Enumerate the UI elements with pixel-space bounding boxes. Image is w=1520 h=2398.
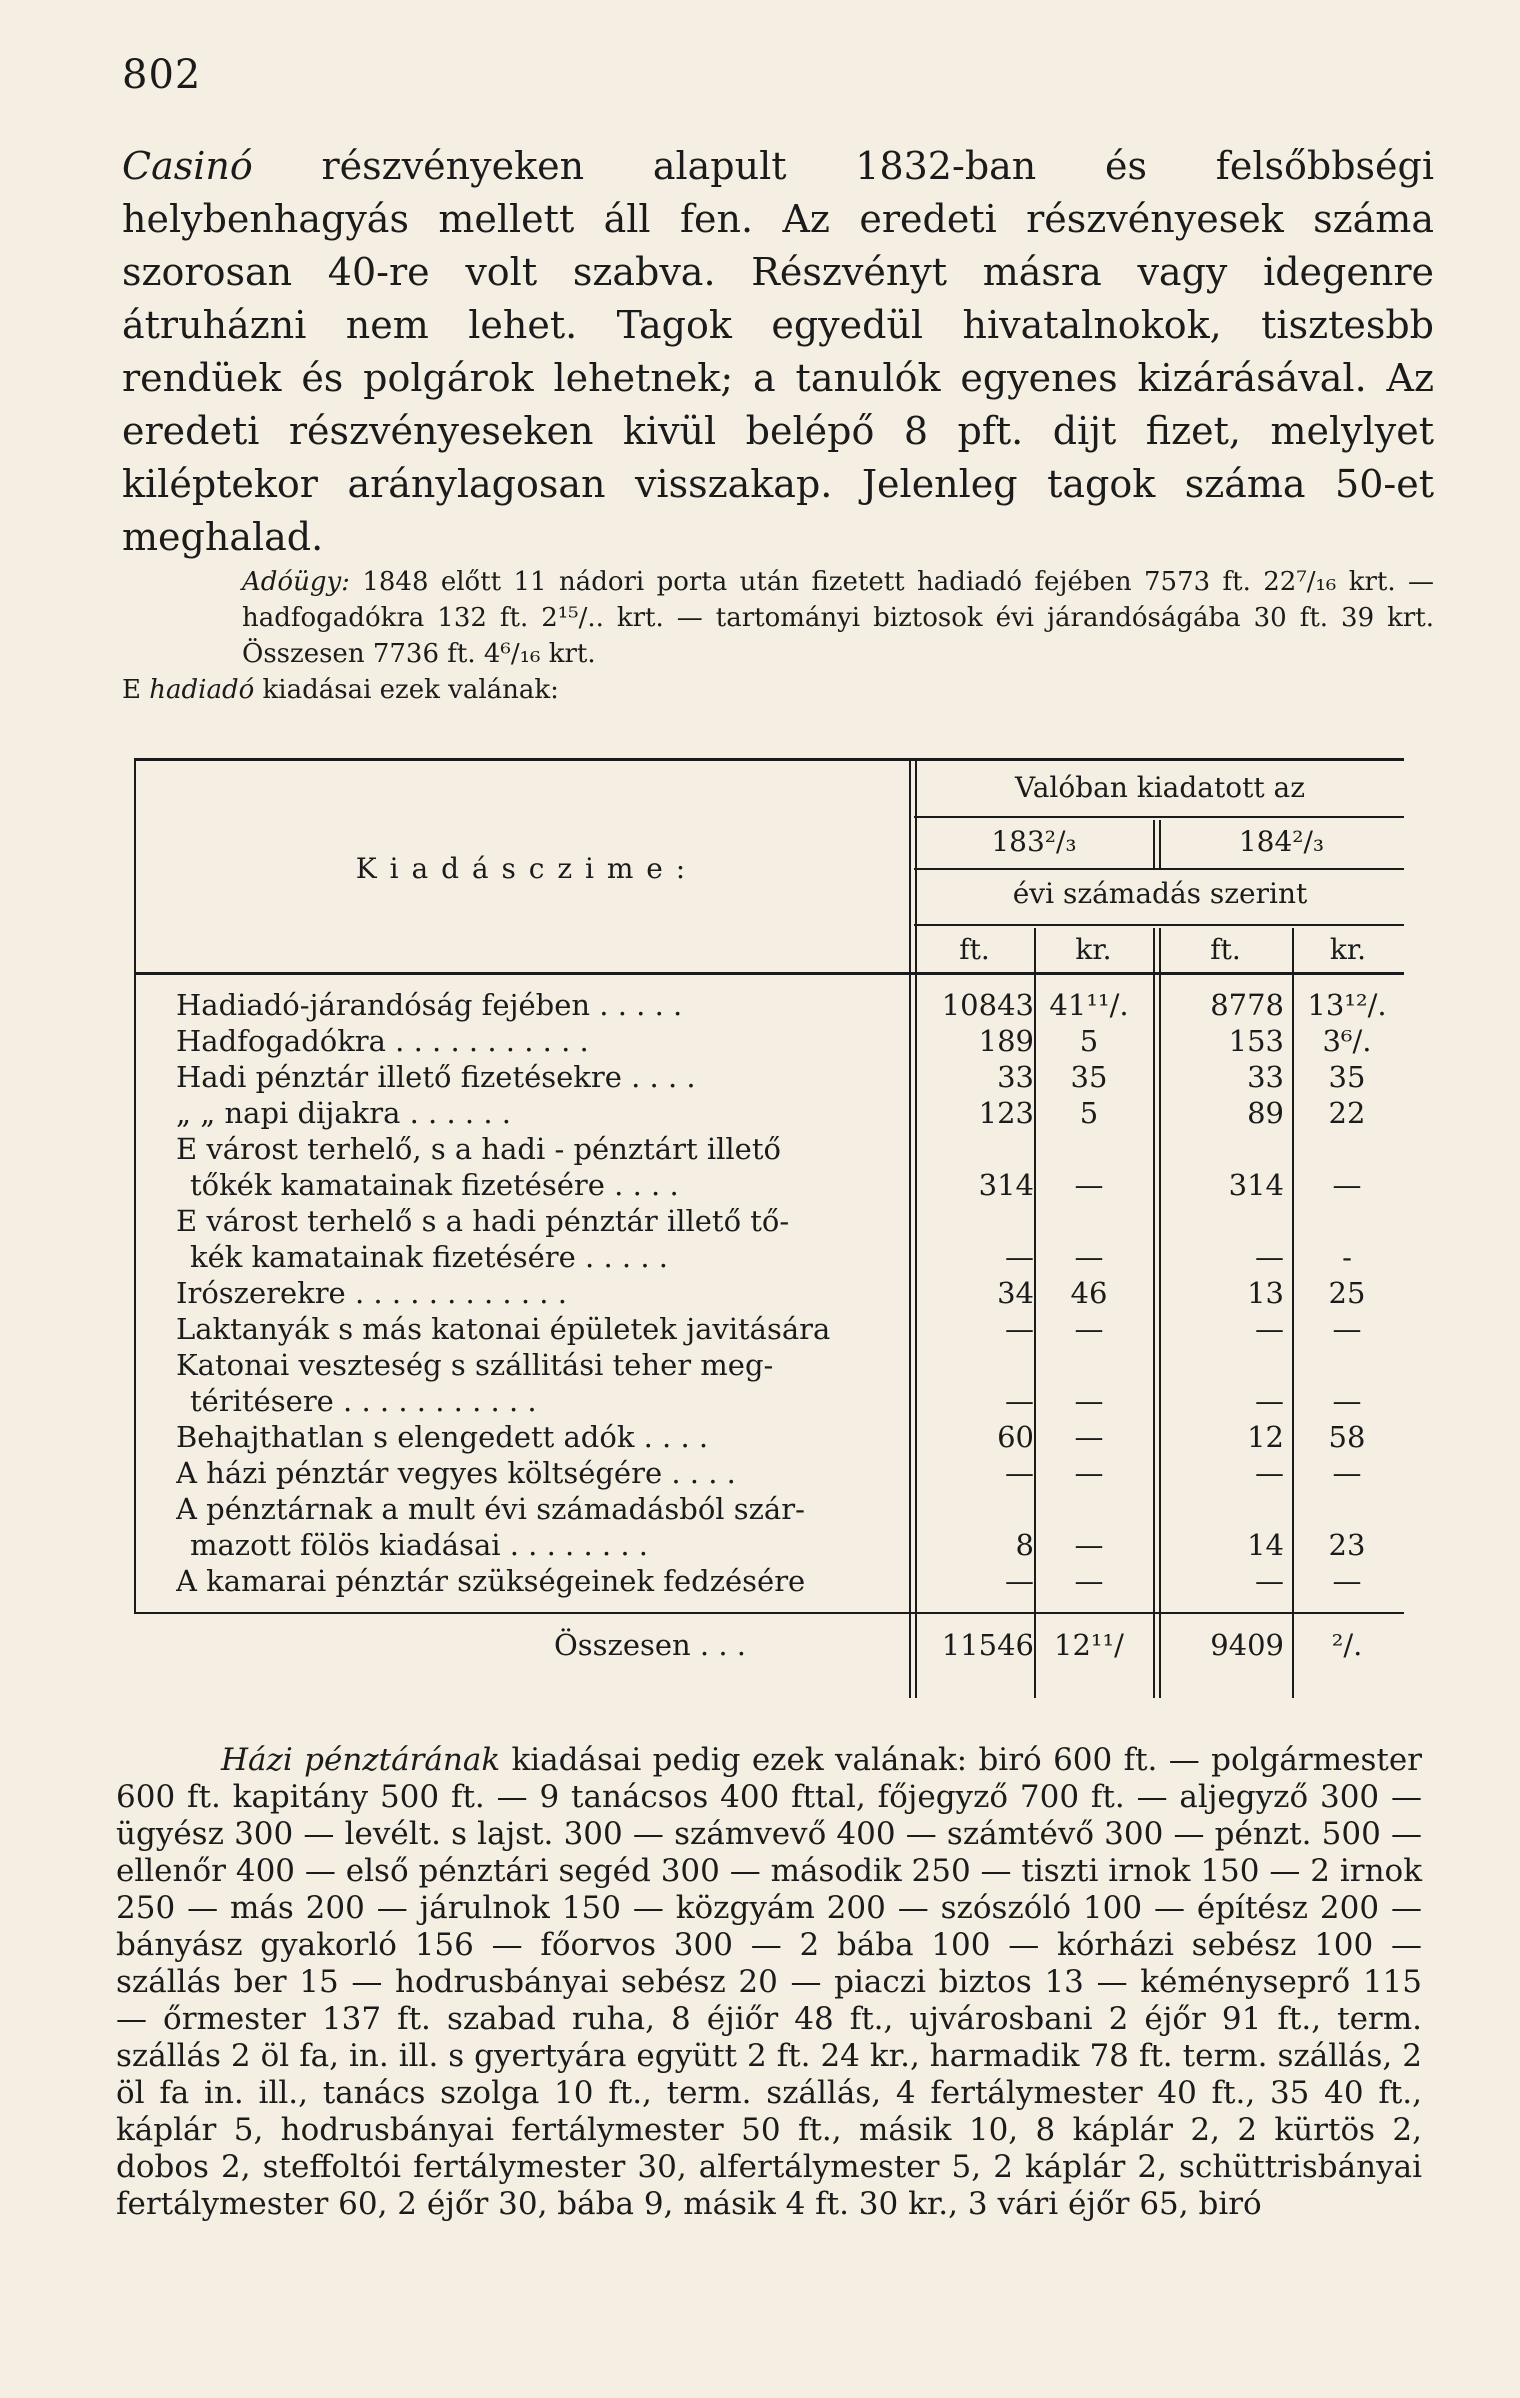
cell-kr-1: 5 xyxy=(1079,1024,1099,1058)
table-rule xyxy=(914,816,1404,818)
cell-kr-2: 3⁶/. xyxy=(1322,1024,1372,1058)
cell-kr-2: — xyxy=(1332,1312,1362,1346)
row-label: A pénztárnak a mult évi számadásból szár- xyxy=(176,1492,805,1526)
hadiado-intro-suffix: kiadásai ezek valának: xyxy=(262,675,559,705)
adougy-label: Adóügy: xyxy=(242,567,350,597)
row-label: A házi pénztár vegyes költségére . . . . xyxy=(176,1456,736,1490)
cell-kr-1: 5 xyxy=(1079,1096,1099,1130)
cell-kr-1: — xyxy=(1074,1528,1104,1562)
cell-kr-2: 35 xyxy=(1328,1060,1366,1094)
adougy-text: 1848 előtt 11 nádori porta után fizetett hadiadó fejében 7573 ft. 22⁷/₁₆ krt. — hadfogadókra 132 ft. 2¹⁵/.. krt. — tartományi biztosok évi járandóságába 30 ft. 39 krt. Összesen 7736 ft. 4⁶/₁₆ krt. xyxy=(242,567,1435,669)
table-year-rule xyxy=(1159,928,1161,1698)
row-label: kék kamatainak fizetésére . . . . . xyxy=(190,1240,669,1274)
cell-kr-1: 41¹¹/. xyxy=(1049,988,1129,1022)
cell-kr-1: — xyxy=(1074,1420,1104,1454)
cell-ft-1: 60 xyxy=(997,1420,1034,1454)
header-kr-2: kr. xyxy=(1329,933,1367,966)
expenses-table xyxy=(134,758,1414,1698)
cell-ft-1: — xyxy=(1005,1240,1034,1274)
row-label: E várost terhelő s a hadi pénztár illető tő- xyxy=(176,1204,790,1238)
header-label-column: K i a d á s c z i m e : xyxy=(355,852,688,885)
cell-ft-2: — xyxy=(1255,1564,1284,1598)
total-kr-1: 12¹¹/ xyxy=(1054,1628,1124,1662)
cell-kr-2: 23 xyxy=(1328,1528,1366,1562)
hazi-penztar-paragraph xyxy=(116,1742,1422,2223)
cell-kr-1: — xyxy=(1074,1240,1104,1274)
cell-ft-2: — xyxy=(1255,1456,1284,1490)
cell-ft-2: — xyxy=(1255,1312,1284,1346)
header-year-2: 184²/₃ xyxy=(1238,825,1325,858)
adougy-paragraph xyxy=(122,564,1434,708)
row-label: téritésere . . . . . . . . . . . xyxy=(190,1384,537,1418)
cell-kr-2: 22 xyxy=(1328,1096,1366,1130)
table-year-rule xyxy=(1153,820,1155,870)
cell-ft-2: 13 xyxy=(1247,1276,1284,1310)
table-body-rule xyxy=(134,1612,1404,1614)
table-left-rule xyxy=(134,758,136,1612)
row-label: mazott fölös kiadásai . . . . . . . . xyxy=(190,1528,649,1562)
header-sub: évi számadás szerint xyxy=(1012,877,1308,910)
row-label: Irószerekre . . . . . . . . . . . . xyxy=(176,1276,567,1310)
cell-kr-1: 46 xyxy=(1070,1276,1108,1310)
row-label: Katonai veszteség s szállitási teher meg- xyxy=(176,1348,774,1382)
row-label: tőkék kamatainak fizetésére . . . . xyxy=(190,1168,679,1202)
row-label: Hadi pénztár illető fizetésekre . . . . xyxy=(176,1060,696,1094)
cell-ft-1: 123 xyxy=(978,1096,1034,1130)
cell-ft-2: 314 xyxy=(1228,1168,1284,1202)
cell-kr-1: 35 xyxy=(1070,1060,1108,1094)
cell-kr-2: — xyxy=(1332,1456,1362,1490)
hazi-penztar-lead: Házi pénztárának xyxy=(221,1742,501,1778)
row-label: „ „ napi dijakra . . . . . . xyxy=(176,1096,511,1130)
hadiado-intro-italic: hadiadó xyxy=(149,675,255,705)
hazi-penztar-text: kiadásai pedig ezek valának: biró 600 ft. — polgármester 600 ft. kapitány 500 ft. — 9 tanácsos 400 fttal, főjegyző 700 ft. — aljegyző 300 — ügyész 300 — levélt. s lajst. 300 — számvevő 400 — számtévő 300 — pénzt. 500 — ellenőr 400 — első pénztári segéd 300 — második 250 — tiszti irnok 150 — 2 irnok 250 — más 200 — járulnok 150 — közgyám 200 — szószóló 100 — építész 200 — bányász gyakorló 156 — főorvos 300 — 2 bába 100 — kórházi sebész 100 — szállás ber 15 — hodrusbányai sebész 20 — piaczi biztos 13 — kéményseprő 115 — őrmester 137 ft. szabad ruha, 8 éjiőr 48 ft., ujvárosbani 2 éjőr 91 ft., term. szállás 2 öl fa, in. ill. s gyertyára együtt 2 ft. 24 kr., harmadik 78 ft. term. szállás, 2 öl fa in. ill., tanács szolga 10 ft., term. szállás, 4 fertálymester 40 ft., 35 40 ft., káplár 5, hodrusbányai fertálymester 50 ft., másik 10, 8 káplár 2, 2 kürtös 2, dobos 2, steffoltói fertálymester 30, alfertálymester 5, 2 káplár 2, schüttrisbányai fertálymester 60, 2 éjőr 30, bába 9, másik 4 ft. 30 kr., 3 vári éjőr 65, biró xyxy=(116,1742,1422,2222)
casino-paragraph xyxy=(122,140,1434,564)
casino-word: Casinó xyxy=(122,144,253,188)
total-ft-1: 11546 xyxy=(941,1628,1034,1662)
total-ft-2: 9409 xyxy=(1210,1628,1284,1662)
cell-ft-2: 12 xyxy=(1247,1420,1284,1454)
cell-ft-1: 314 xyxy=(978,1168,1034,1202)
row-label: Behajthatlan s elengedett adók . . . . xyxy=(176,1420,709,1454)
row-label: E várost terhelő, s a hadi - pénztárt illető xyxy=(176,1132,781,1166)
header-year-1: 183²/₃ xyxy=(991,825,1077,858)
total-kr-2: ²/. xyxy=(1331,1628,1363,1662)
cell-kr-2: — xyxy=(1332,1564,1362,1598)
cell-kr-1: — xyxy=(1074,1456,1104,1490)
cell-ft-2: 153 xyxy=(1228,1024,1284,1058)
cell-kr-1: — xyxy=(1074,1312,1104,1346)
cell-kr-1: — xyxy=(1074,1168,1104,1202)
cell-kr-2: 25 xyxy=(1328,1276,1366,1310)
cell-ft-1: 34 xyxy=(997,1276,1034,1310)
header-kr-1: kr. xyxy=(1075,933,1112,966)
cell-ft-2: 14 xyxy=(1247,1528,1284,1562)
cell-ft-1: 33 xyxy=(997,1060,1034,1094)
hadiado-intro xyxy=(122,672,1434,708)
cell-ft-1: — xyxy=(1005,1456,1034,1490)
cell-ft-2: — xyxy=(1255,1240,1284,1274)
page-number: 802 xyxy=(122,52,202,98)
table-header-rule xyxy=(134,972,1404,975)
cell-ft-2: 33 xyxy=(1247,1060,1284,1094)
cell-ft-2: 8778 xyxy=(1210,988,1284,1022)
cell-ft-1: — xyxy=(1005,1564,1034,1598)
cell-kr-2: — xyxy=(1332,1168,1362,1202)
cell-ft-2: 89 xyxy=(1247,1096,1284,1130)
cell-kr-2: 58 xyxy=(1328,1420,1366,1454)
header-ft-1: ft. xyxy=(959,933,990,966)
cell-ft-1: 10843 xyxy=(941,988,1034,1022)
row-label: Hadfogadókra . . . . . . . . . . . xyxy=(176,1024,589,1058)
hadiado-intro-prefix: E xyxy=(122,675,141,705)
cell-kr-1: — xyxy=(1074,1384,1104,1418)
casino-text: részvényeken alapult 1832-ban és felsőbbségi helybenhagyás mellett áll fen. Az eredeti részvényesek száma szorosan 40-re volt szabva. Részvényt másra vagy idegenre átruházni nem lehet. Tagok egyedül hivatalnokok, tisztesbb rendüek és polgárok lehetnek; a tanulók egyenes kizárásával. Az eredeti részvényeseken kivül belépő 8 pft. dijt fizet, melylyet kiléptekor aránylagosan visszakap. Jelenleg tagok száma 50-et meghalad. xyxy=(122,144,1434,559)
table-top-rule xyxy=(134,758,1404,761)
cell-kr-1: — xyxy=(1074,1564,1104,1598)
row-label: A kamarai pénztár szükségeinek fedzésére xyxy=(176,1564,806,1598)
cell-kr-2: - xyxy=(1342,1240,1352,1274)
row-label: Hadiadó-járandóság fejében . . . . . xyxy=(176,988,683,1022)
cell-ft-1: — xyxy=(1005,1312,1034,1346)
header-ft-2: ft. xyxy=(1210,933,1241,966)
cell-ft-1: 189 xyxy=(978,1024,1034,1058)
table-year-rule xyxy=(1153,928,1155,1698)
cell-kr-2: — xyxy=(1332,1384,1362,1418)
row-label: Laktanyák s más katonai épületek javitására xyxy=(176,1312,831,1346)
cell-ft-1: 8 xyxy=(1015,1528,1034,1562)
total-label: Összesen . . . xyxy=(554,1628,747,1662)
header-group: Valóban kiadatott az xyxy=(1015,771,1305,804)
cell-ft-2: — xyxy=(1255,1384,1284,1418)
cell-kr-2: 13¹²/. xyxy=(1307,988,1387,1022)
cell-ft-1: — xyxy=(1005,1384,1034,1418)
table-rule xyxy=(914,924,1404,926)
